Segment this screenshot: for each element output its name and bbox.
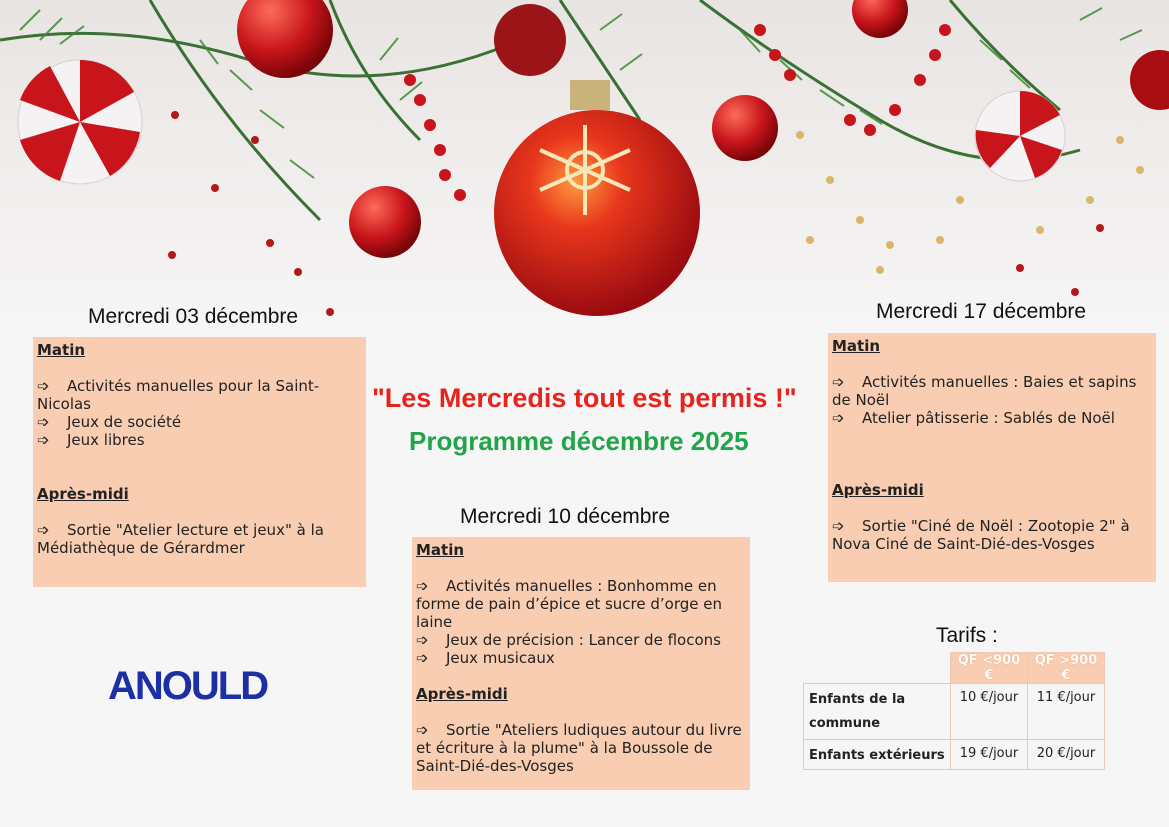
list-item: ➩ Jeux musicaux <box>416 649 555 667</box>
arrow-bullet-icon: ➩ <box>37 377 50 395</box>
table-cell: 20 €/jour <box>1028 740 1105 770</box>
arrow-bullet-icon: ➩ <box>832 409 845 427</box>
day3-morning-label: Matin <box>832 337 881 355</box>
day1-card <box>33 337 366 587</box>
table-header: QF <900 € <box>951 653 1028 684</box>
table-cell: 19 €/jour <box>951 740 1028 770</box>
page-title: "Les Mercredis tout est permis !" <box>372 383 797 413</box>
arrow-bullet-icon: ➩ <box>37 431 50 449</box>
day3-afternoon-label: Après-midi <box>832 481 924 499</box>
day1-afternoon-label: Après-midi <box>37 485 129 503</box>
day3-title: Mercredi 17 décembre <box>876 300 1087 323</box>
table-cell: 11 €/jour <box>1028 684 1105 740</box>
day2-card <box>412 537 750 790</box>
day3-card <box>828 333 1156 582</box>
list-item: ➩ Jeux libres <box>37 431 145 449</box>
table-cell-label: Enfants extérieurs <box>804 740 951 770</box>
arrow-bullet-icon: ➩ <box>416 649 429 667</box>
table-header-row <box>804 653 1105 684</box>
arrow-bullet-icon: ➩ <box>416 631 429 649</box>
christmas-decoration <box>0 0 1169 330</box>
table-header: QF >900 € <box>1028 653 1105 684</box>
day1-title: Mercredi 03 décembre <box>88 305 299 328</box>
list-item: ➩ Atelier pâtisserie : Sablés de Noël <box>832 409 1115 427</box>
table-row <box>804 684 1105 740</box>
list-item: ➩ Sortie "Ateliers ludiques autour du livre et écriture à la plume" à la Boussole de Saint-Dié-des-Vosges <box>416 721 742 775</box>
arrow-bullet-icon: ➩ <box>416 721 429 739</box>
list-item: ➩ Activités manuelles : Baies et sapins de Noël <box>832 373 1137 409</box>
arrow-bullet-icon: ➩ <box>37 521 50 539</box>
table-row <box>804 740 1105 770</box>
list-item: ➩ Activités manuelles pour la Saint-Nicolas <box>37 377 320 413</box>
list-item: ➩ Activités manuelles : Bonhomme en forme de pain d’épice et sucre d’orge en laine <box>416 577 722 631</box>
arrow-bullet-icon: ➩ <box>416 577 429 595</box>
tarifs-table <box>803 652 1105 770</box>
tarifs-title: Tarifs : <box>936 624 998 647</box>
arrow-bullet-icon: ➩ <box>832 517 845 535</box>
list-item: ➩ Sortie "Ciné de Noël : Zootopie 2" à Nova Ciné de Saint-Dié-des-Vosges <box>832 517 1130 553</box>
list-item: ➩ Jeux de précision : Lancer de flocons <box>416 631 721 649</box>
table-cell: 10 €/jour <box>951 684 1028 740</box>
arrow-bullet-icon: ➩ <box>37 413 50 431</box>
page-subtitle: Programme décembre 2025 <box>409 426 749 456</box>
list-item: ➩ Sortie "Atelier lecture et jeux" à la Médiathèque de Gérardmer <box>37 521 324 557</box>
anould-logo: ANOULD <box>108 664 268 708</box>
day2-morning-label: Matin <box>416 541 465 559</box>
day1-morning-label: Matin <box>37 341 86 359</box>
day2-title: Mercredi 10 décembre <box>460 505 671 528</box>
day2-afternoon-label: Après-midi <box>416 685 508 703</box>
list-item: ➩ Jeux de société <box>37 413 182 431</box>
table-cell-label: Enfants de la commune <box>804 684 951 740</box>
arrow-bullet-icon: ➩ <box>832 373 845 391</box>
